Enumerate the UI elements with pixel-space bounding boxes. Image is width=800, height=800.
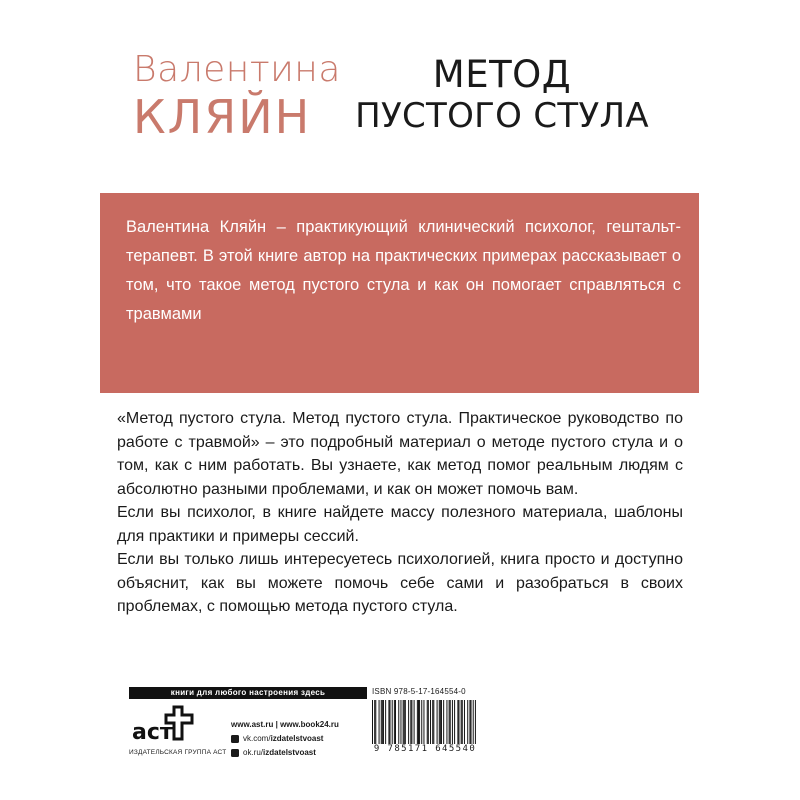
- description-paragraph: Если вы только лишь интересуетесь психологией, книга просто и доступно объяснит, как вы можете помочь себе сами и разобраться в своих проблемах, с помощью метода пустого стула.: [117, 551, 683, 615]
- book-description: [117, 407, 683, 619]
- description-paragraph: Если вы психолог, в книге найдете массу полезного материала, шаблоны для практики и примеры сессий.: [117, 504, 683, 545]
- ok-link[interactable]: [231, 746, 339, 760]
- publisher-tagline: книги для любого настроения здесь: [129, 687, 367, 699]
- vk-handle: izdatelstvoast: [270, 734, 324, 743]
- ast-logo-icon: [130, 703, 218, 755]
- author-last-name: КЛЯЙН: [133, 90, 312, 144]
- author-first-name: Валентина: [133, 49, 341, 90]
- publisher-websites[interactable]: www.ast.ru | www.book24.ru: [231, 720, 339, 729]
- author-summary-text: Валентина Кляйн – практикующий клинический психолог, гештальт-терапевт. В этой книге автор на практических примерах рассказывает о том, что такое метод пустого стула и как он помогает справляться с травмами: [126, 218, 681, 323]
- isbn-label: ISBN 978-5-17-164554-0: [372, 687, 466, 696]
- book-title-line2: ПУСТОГО СТУЛА: [355, 95, 649, 136]
- description-paragraph: «Метод пустого стула. Метод пустого стула. Практическое руководство по работе с травмой» – это подробный материал о методе пустого стула и о том, как с ним работать. Вы узнаете, как метод помог реальным людям с абсолютно разными проблемами, и как он может помочь вам.: [117, 410, 683, 498]
- logo-text: аст: [132, 720, 173, 745]
- author-name: [133, 49, 341, 144]
- publisher-logo: [130, 703, 218, 755]
- vk-prefix: vk.com/: [243, 734, 271, 743]
- author-summary-banner: [100, 193, 699, 393]
- ok-handle: izdatelstvoast: [263, 748, 316, 757]
- odnoklassniki-icon: [231, 749, 239, 757]
- publisher-links: [231, 718, 339, 760]
- publisher-name: ИЗДАТЕЛЬСКАЯ ГРУППА АСТ: [129, 749, 227, 756]
- barcode-icon: [372, 700, 476, 746]
- vk-icon: [231, 735, 239, 743]
- book-title-line1: МЕТОД: [432, 53, 572, 96]
- vk-link[interactable]: [231, 732, 339, 746]
- barcode-digits: 9 785171 645540: [370, 744, 480, 754]
- book-title: [352, 53, 652, 137]
- ok-prefix: ok.ru/: [243, 748, 264, 757]
